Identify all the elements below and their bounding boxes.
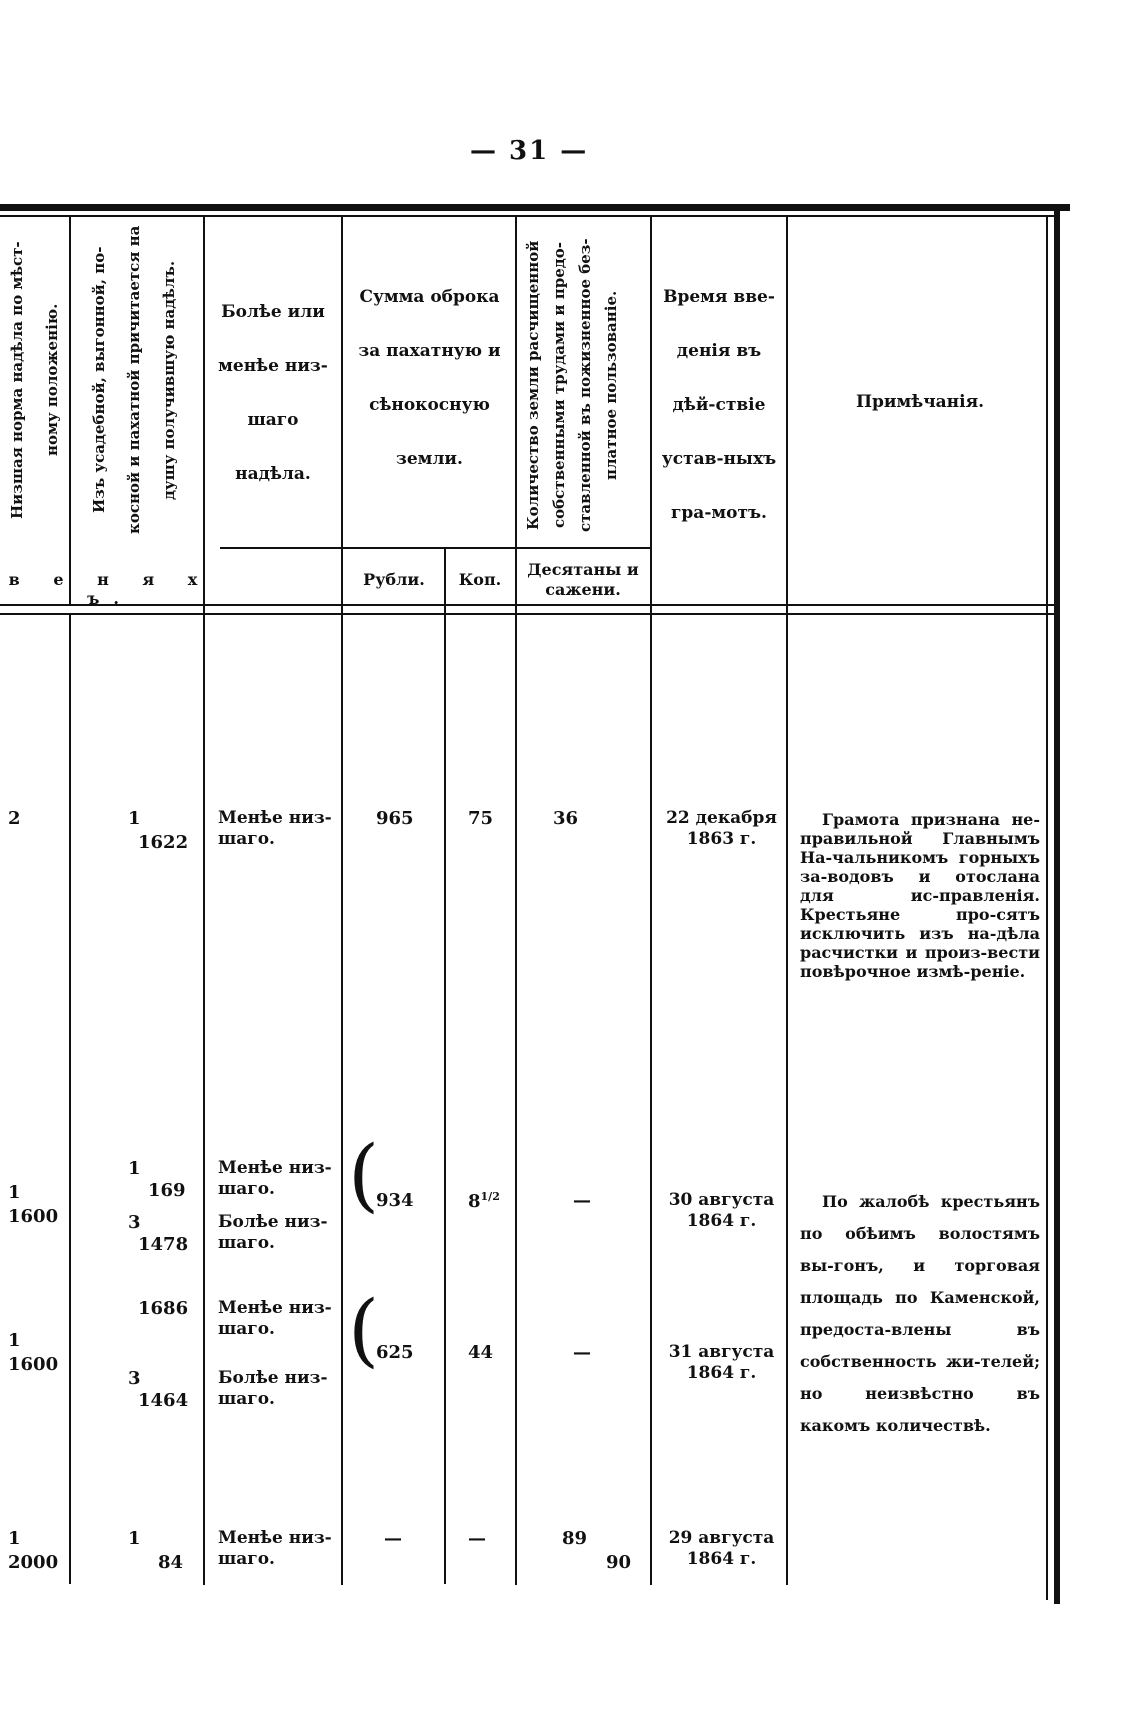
row2-brace: (: [348, 1128, 380, 1221]
col-divider-3: [341, 215, 343, 1585]
row2-per-soul-1b: 169: [148, 1180, 186, 1201]
row4-per-soul-b: 84: [158, 1552, 184, 1573]
row3-kopecks: 44: [468, 1342, 494, 1363]
table-top-border: [0, 204, 1070, 211]
col-divider-7: [786, 215, 788, 1585]
row1-per-soul-b: 1622: [138, 832, 189, 853]
row3-date: 31 августа 1864 г.: [668, 1342, 775, 1383]
row4-rubles: —: [384, 1528, 402, 1549]
row3-per-soul-1b: 1686: [138, 1298, 189, 1319]
header-per-soul: Изъ усадебной, выгонной, по-косной и пахатной причитается на душу получившую надѣлъ.: [90, 225, 178, 535]
row2-land: —: [573, 1190, 591, 1211]
row1-date: 22 декабря 1863 г.: [666, 808, 777, 849]
row4-land-b: 90: [606, 1552, 632, 1573]
col-divider-1b: [69, 614, 71, 1584]
subheader-rubles: Рубли.: [363, 570, 425, 589]
row4-norm-b: 2000: [8, 1552, 59, 1573]
col-divider-2: [203, 215, 205, 1585]
col-divider-5: [515, 215, 517, 1585]
row3-land: —: [573, 1342, 591, 1363]
page-number: — 31 —: [470, 136, 589, 166]
row2-kopecks-frac: 1/2: [480, 1190, 500, 1203]
row2-more-less-2: Болѣе низ-шаго.: [218, 1212, 328, 1253]
row3-more-less-1: Менѣе низ-шаго.: [218, 1298, 332, 1339]
row3-per-soul-2a: 3: [128, 1368, 141, 1389]
subheader-units: в е н я х ъ.: [8, 570, 212, 608]
row2-more-less-1: Менѣе низ-шаго.: [218, 1158, 332, 1199]
row1-note: Грамота признана не-правильной Главнымъ На-чальникомъ горныхъ за-водовъ и отослана для ис-правленія. Крестьяне про-сятъ исключить изъ на-дѣла расчистки и произ-вести повѣрочное измѣ-реніе.: [800, 810, 1040, 981]
subheader-kopecks: Коп.: [458, 570, 502, 589]
row1-kopecks: 75: [468, 808, 494, 829]
row2-per-soul-2b: 1478: [138, 1234, 189, 1255]
header-notes: Примѣчанія.: [855, 392, 985, 412]
row2-per-soul-2a: 3: [128, 1212, 141, 1233]
header-charter-date: Время вве-денія въ дѣй-ствіе устав-ныхъ гра-мотъ.: [661, 287, 777, 523]
row1-per-soul-a: 1: [128, 808, 141, 829]
row3-rubles: 625: [376, 1342, 414, 1363]
col-divider-4: [444, 547, 446, 1584]
row2-date: 30 августа 1864 г.: [668, 1190, 775, 1231]
row3-more-less-2: Болѣе низ-шаго.: [218, 1368, 328, 1409]
row2-kopecks: [468, 1190, 500, 1212]
row2-per-soul-1a: 1: [128, 1158, 141, 1179]
header-more-less: Болѣе или менѣе низ-шаго надѣла.: [218, 302, 328, 484]
row4-kopecks: —: [468, 1528, 486, 1549]
row4-more-less: Менѣе низ-шаго.: [218, 1528, 332, 1569]
table-right-border: [1054, 204, 1060, 1604]
header-cleared-land: Количество земли расчищенной собственными трудами и предо-ставленной въ пожизненное без-платное пользованіе.: [524, 238, 620, 532]
header-sub-divider: [220, 547, 650, 549]
row2-kopecks-int: 8: [468, 1191, 481, 1212]
row3-per-soul-2b: 1464: [138, 1390, 189, 1411]
row1-rubles: 965: [376, 808, 414, 829]
row2-norm-a: 1: [8, 1182, 21, 1203]
row3-norm-b: 1600: [8, 1354, 59, 1375]
col-divider-6: [650, 215, 652, 1585]
row3-norm-a: 1: [8, 1330, 21, 1351]
row2-rubles: 934: [376, 1190, 414, 1211]
row3-brace: (: [348, 1283, 380, 1376]
row4-date: 29 августа 1864 г.: [668, 1528, 775, 1569]
row2-note: По жалобѣ крестьянъ по обѣимъ волостямъ вы-гонъ, и торговая площадь по Каменской, предоста-влены въ собственность жи-телей; но неизвѣстно въ какомъ количествѣ.: [800, 1192, 1040, 1435]
row4-norm-a: 1: [8, 1528, 21, 1549]
row1-more-less: Менѣе низ-шаго.: [218, 808, 332, 849]
row2-norm-b: 1600: [8, 1206, 59, 1227]
header-bottom-border-2: [0, 613, 1058, 615]
row1-norm: 2: [8, 808, 21, 829]
row1-land: 36: [553, 808, 579, 829]
header-obrok-sum: Сумма оброка за пахатную и сѣнокосную земли.: [358, 287, 501, 469]
table-right-border-inner: [1046, 215, 1048, 1600]
subheader-desyatiny: Десятаны и сажени.: [527, 560, 639, 599]
row4-land-a: 89: [562, 1528, 588, 1549]
row4-per-soul-a: 1: [128, 1528, 141, 1549]
table-top-inner-border: [0, 215, 1058, 217]
header-norm: Низшая норма надѣла по мѣст-ному положенію.: [8, 241, 61, 519]
